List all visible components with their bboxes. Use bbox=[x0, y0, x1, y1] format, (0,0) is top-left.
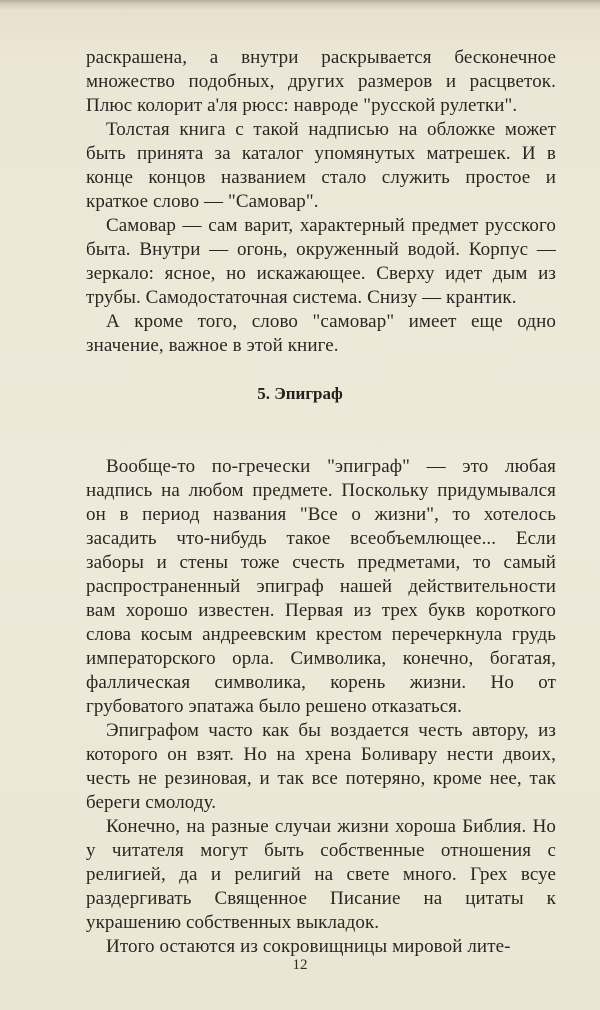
paragraph: Вообще-то по-гречески "эпиграф" — это любая надпись на любом предмете. Поскольку придумывался он в период названия "Все о жизни", то хотелось засадить что-нибудь такое всеобъемлющее... Если заборы и стены тоже счесть предметами, то самый распространенный эпиграф нашей действительности вам хорошо известен. Первая из трех букв короткого слова косым андреевским крестом перечеркнула грудь императорского орла. Символика, конечно, богатая, фаллическая символика, корень жизни. Но от грубоватого эпатажа было решено отказаться. bbox=[86, 456, 556, 717]
paragraph: Конечно, на разные случаи жизни хороша Библия. Но у читателя могут быть собственные отношения с религией, да и религий на свете много. Грех всуе раздергивать Священное Писание на цитаты к украшению собственных выкладок. bbox=[86, 816, 556, 933]
paragraph: Самовар — сам варит, характерный предмет русского быта. Внутри — огонь, окруженный водой. Корпус — зеркало: ясное, но искажающее. Сверху идет дым из трубы. Самодостаточная система. Снизу — крантик. bbox=[86, 215, 556, 308]
page-top-edge-shadow bbox=[0, 0, 600, 10]
text-block-bottom bbox=[86, 455, 556, 959]
text-block-top bbox=[86, 46, 556, 358]
page-number: 12 bbox=[292, 957, 308, 973]
paragraph: Итого остаются из сокровищницы мировой лите- bbox=[106, 936, 511, 957]
section-heading: 5. Эпиграф bbox=[257, 384, 343, 403]
paragraph: А кроме того, слово "самовар" имеет еще одно значение, важное в этой книге. bbox=[86, 311, 556, 356]
paragraph: Толстая книга с такой надписью на обложке может быть принята за каталог упомянутых матрешек. И в конце концов названием стало служить простое и краткое слово — "Самовар". bbox=[86, 119, 556, 212]
paragraph: Эпиграфом часто как бы воздается честь автору, из которого он взят. Но на хрена Боливару нести двоих, честь не резиновая, и так все потеряно, кроме нее, так береги смолоду. bbox=[86, 720, 556, 813]
paragraph-continued: раскрашена, а внутри раскрывается бесконечное множество подобных, других размеров и расцветок. Плюс колорит а'ля рюсс: навроде "русской рулетки". bbox=[86, 47, 556, 116]
